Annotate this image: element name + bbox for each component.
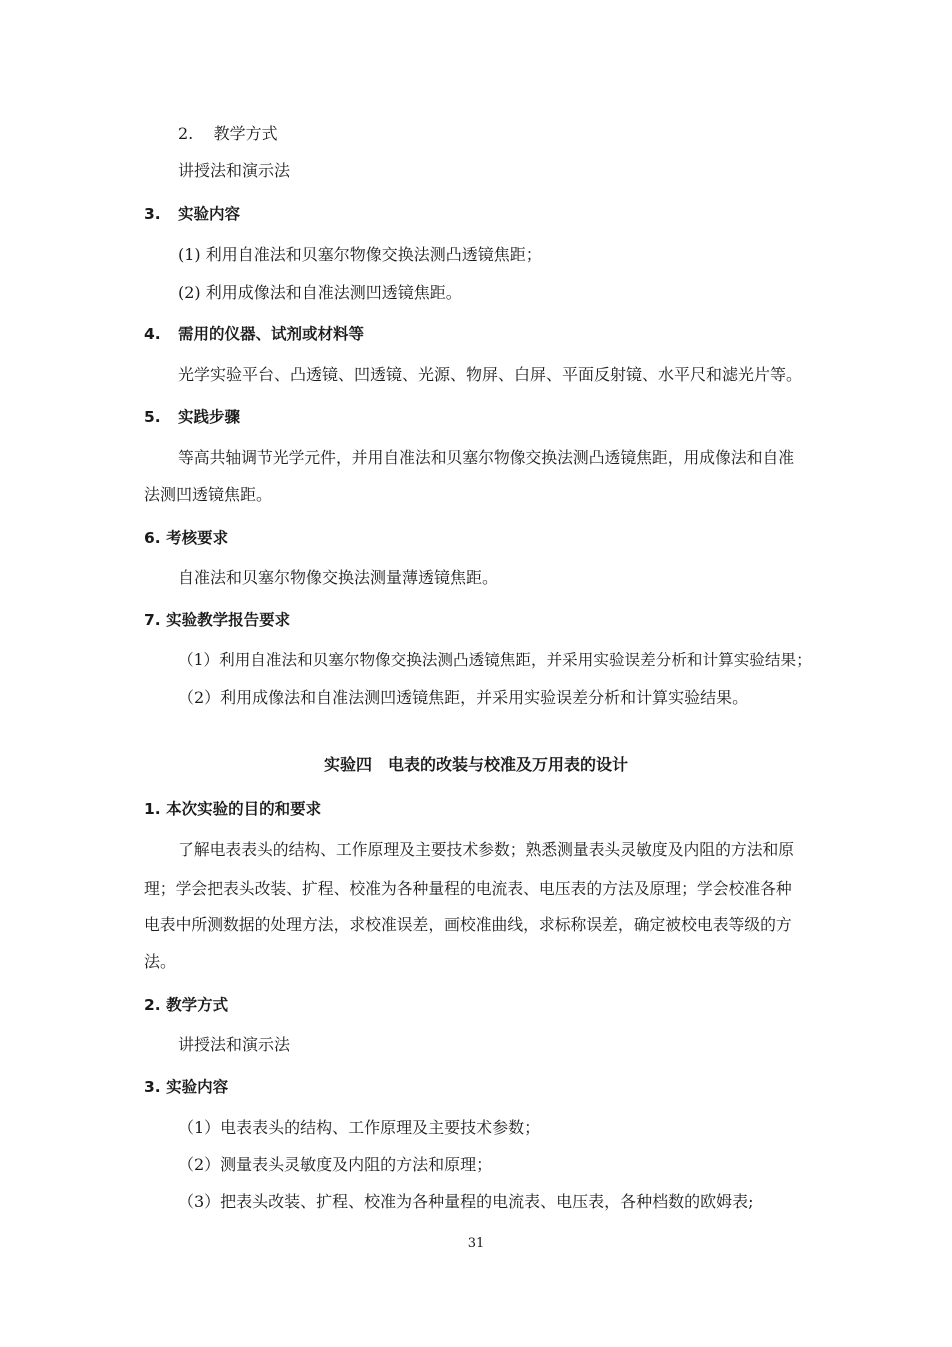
paragraph-line: 法。 xyxy=(144,952,177,971)
paragraph: 自准法和贝塞尔物像交换法测量薄透镜焦距。 xyxy=(178,568,499,587)
list-item: （2）测量表头灵敏度及内阻的方法和原理； xyxy=(178,1155,493,1174)
page-number: 31 xyxy=(467,1236,485,1251)
paragraph-line: 理；学会把表头改装、扩程、校准为各种量程的电流表、电压表的方法及原理；学会校准各种 xyxy=(144,879,792,898)
section-number: 3. xyxy=(144,205,161,223)
list-item: （2）利用成像法和自准法测凹透镜焦距，并采用实验误差分析和计算实验结果。 xyxy=(178,688,749,707)
section-2-heading xyxy=(178,124,278,144)
experiment-section-1-heading: 1. 本次实验的目的和要求 xyxy=(144,800,322,818)
section-title: 实验内容 xyxy=(178,205,241,223)
section-number: 2. xyxy=(178,124,194,143)
experiment-title: 实验四 电表的改装与校准及万用表的设计 xyxy=(323,755,628,774)
section-5-heading xyxy=(144,407,240,427)
section-title: 实践步骤 xyxy=(178,408,241,426)
paragraph-line: 法测凹透镜焦距。 xyxy=(144,485,273,504)
paragraph-line: 等高共轴调节光学元件，并用自准法和贝塞尔物像交换法测凸透镜焦距，用成像法和自准 xyxy=(178,448,795,467)
paragraph-line: 了解电表表头的结构、工作原理及主要技术参数；熟悉测量表头灵敏度及内阻的方法和原 xyxy=(178,840,795,859)
section-7-heading: 7. 实验教学报告要求 xyxy=(144,611,291,629)
section-number: 5. xyxy=(144,408,161,426)
section-4-heading xyxy=(144,324,364,344)
list-item: （1）电表表头的结构、工作原理及主要技术参数； xyxy=(178,1118,541,1137)
paragraph: 讲授法和演示法 xyxy=(178,161,291,180)
section-3-heading xyxy=(144,204,240,224)
list-item: （1）利用自准法和贝塞尔物像交换法测凸透镜焦距，并采用实验误差分析和计算实验结果； xyxy=(178,651,812,669)
paragraph-line: 电表中所测数据的处理方法，求校准误差，画校准曲线，求标称误差，确定被校电表等级的方 xyxy=(144,915,792,934)
section-6-heading: 6. 考核要求 xyxy=(144,529,229,547)
list-item: （3）把表头改装、扩程、校准为各种量程的电流表、电压表，各种档数的欧姆表; xyxy=(178,1192,754,1211)
list-item: (1) 利用自准法和贝塞尔物像交换法测凸透镜焦距； xyxy=(178,245,542,264)
list-item: (2) 利用成像法和自准法测凹透镜焦距。 xyxy=(178,283,462,302)
section-number: 4. xyxy=(144,325,161,343)
experiment-section-3-heading: 3. 实验内容 xyxy=(144,1078,229,1096)
section-title: 需用的仪器、试剂或材料等 xyxy=(178,325,365,343)
paragraph: 讲授法和演示法 xyxy=(178,1035,291,1054)
paragraph: 光学实验平台、凸透镜、凹透镜、光源、物屏、白屏、平面反射镜、水平尺和滤光片等。 xyxy=(178,365,803,384)
experiment-section-2-heading: 2. 教学方式 xyxy=(144,996,229,1014)
section-title: 教学方式 xyxy=(213,124,278,143)
